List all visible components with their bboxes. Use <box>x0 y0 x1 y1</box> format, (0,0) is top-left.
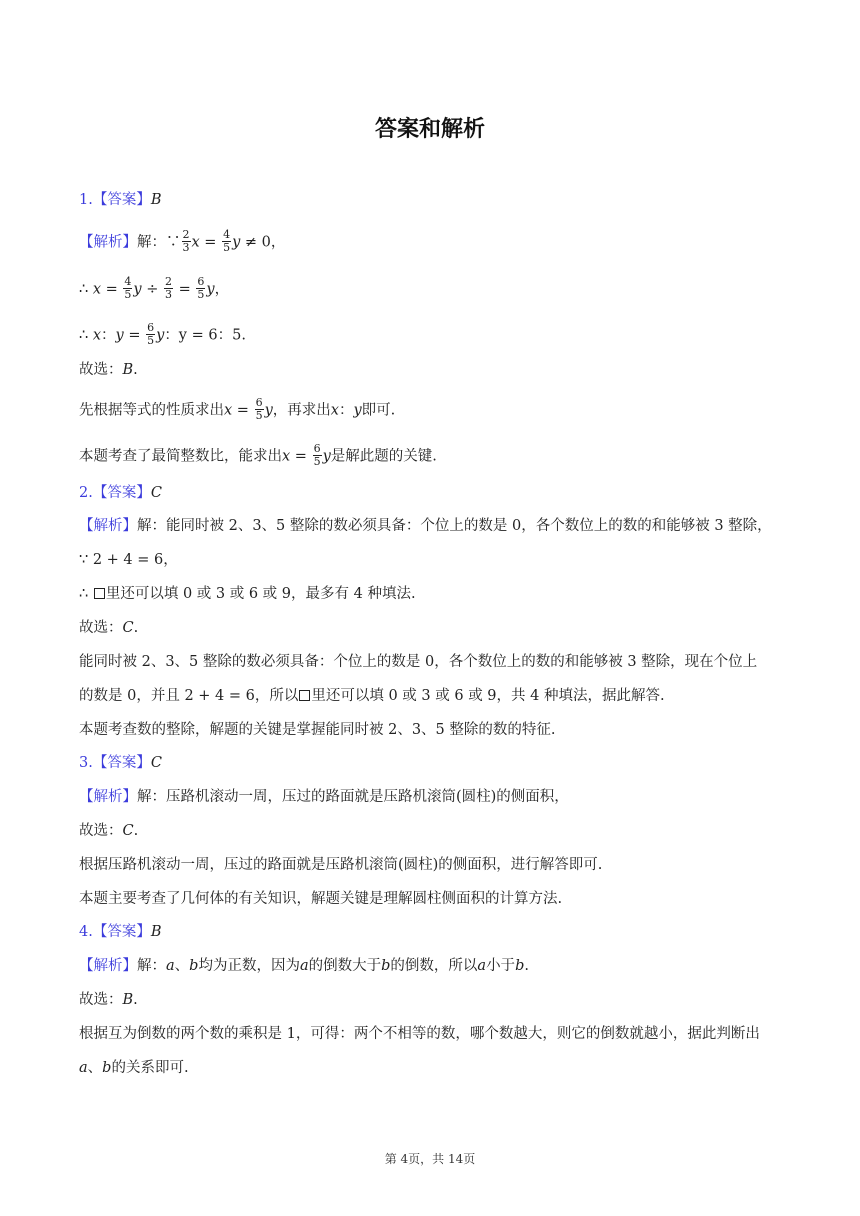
q1-answer-tag: 【答案】 <box>92 192 151 208</box>
period: . <box>133 620 139 636</box>
q1-choose-line <box>79 360 790 380</box>
div-sign: ÷ <box>141 281 163 298</box>
var-b: b <box>189 958 199 974</box>
q4-answer: B <box>150 924 162 940</box>
frac-num: 4 <box>124 275 132 288</box>
choose-label: 故选： <box>79 992 123 1008</box>
var-y: y <box>133 281 142 298</box>
text: 小于 <box>486 958 516 974</box>
q1-jx-prefix: 解： <box>137 234 166 251</box>
var-y: y <box>232 234 241 251</box>
var-x: x <box>92 281 102 298</box>
text: 里还可以填 0 或 3 或 6 或 9，共 4 种填法，据此解答. <box>311 688 665 704</box>
q2-number: 2. <box>79 485 93 501</box>
var-y: y <box>156 327 165 344</box>
q1-analysis-line3 <box>79 323 790 348</box>
frac-num: 6 <box>313 442 321 455</box>
page-footer: 第 4页，共 14页 <box>384 1152 476 1166</box>
q2-method-line2 <box>79 686 790 706</box>
q4-analysis-tag: 【解析】 <box>79 958 137 974</box>
q3-analysis-tag: 【解析】 <box>79 789 137 805</box>
var-a: a <box>477 958 487 974</box>
frac-den: 5 <box>313 455 321 468</box>
var-x: x <box>224 402 233 419</box>
text: 的关系即可. <box>111 1060 189 1076</box>
text: 本题考查了最简整数比，能求出 <box>79 448 282 465</box>
page-title: 答案和解析 <box>374 117 485 142</box>
q3-number: 3. <box>79 755 93 771</box>
frac-num: 2 <box>164 275 172 288</box>
period: . <box>133 362 138 378</box>
q4-method-line2 <box>79 1058 790 1078</box>
q1-summary-line <box>79 444 790 469</box>
frac-den: 5 <box>223 241 231 254</box>
text: 解：压路机滚动一周，压过的路面就是压路机滚筒(圆柱)的侧面积， <box>137 789 569 805</box>
frac-den: 3 <box>182 241 190 254</box>
q1-analysis-tag: 【解析】 <box>79 234 137 251</box>
fraction-2-3 <box>164 276 173 301</box>
blank-box-icon <box>299 690 310 701</box>
fraction-6-5 <box>313 443 322 468</box>
q2-choose-line <box>79 618 790 638</box>
period: . <box>133 992 138 1008</box>
fraction-6-5 <box>255 397 264 422</box>
text: 的倒数大于 <box>308 958 382 974</box>
ratio-result: ：y = 6：5. <box>164 327 246 344</box>
eq-sign: = <box>232 402 254 419</box>
var-b: b <box>381 958 391 974</box>
q2-answer: C <box>150 485 162 501</box>
q3-answer-line <box>79 753 790 773</box>
q3-answer: C <box>150 755 162 771</box>
choose-label: 故选： <box>79 362 123 378</box>
comma: ， <box>214 281 230 298</box>
var-y: y <box>322 448 331 465</box>
text: 、 <box>174 958 190 974</box>
frac-den: 5 <box>255 409 263 422</box>
text: 解：能同时被 2、3、5 整除的数必须具备：个位上的数是 0，各个数位上的数的和能够被 3 整除， <box>137 518 772 534</box>
frac-den: 5 <box>147 334 155 347</box>
q3-choose-line <box>79 821 790 841</box>
blank-box-icon <box>94 588 105 599</box>
q1-analysis-line1 <box>79 230 790 255</box>
q4-answer-line <box>79 922 790 942</box>
text: 解： <box>137 958 166 974</box>
eq-sign: = <box>123 327 146 344</box>
text: 的倒数，所以 <box>390 958 478 974</box>
therefore-symbol: ∴ <box>79 327 89 344</box>
var-b: b <box>102 1060 112 1076</box>
q2-analysis-tag: 【解析】 <box>79 518 137 534</box>
choose-value: B <box>122 992 134 1008</box>
q4-analysis-line1 <box>79 956 790 976</box>
var-y: y <box>115 327 124 344</box>
choose-label: 故选： <box>79 620 123 636</box>
var-x: x <box>92 327 102 344</box>
var-a: a <box>166 958 175 974</box>
because-symbol: ∵ <box>166 234 181 251</box>
fraction-6-5 <box>146 322 155 347</box>
fraction-6-5 <box>196 276 205 301</box>
q2-summary-line: 本题考查数的整除，解题的关键是掌握能同时被 2、3、5 整除的数的特征. <box>79 722 556 738</box>
text: ，再求出 <box>272 402 331 419</box>
therefore-symbol: ∴ <box>79 281 89 298</box>
eq-sign: = <box>290 448 312 465</box>
text: 即可. <box>361 402 396 419</box>
frac-num: 2 <box>182 228 190 241</box>
period: . <box>133 823 139 839</box>
eq-sign: = <box>173 281 196 298</box>
frac-num: 6 <box>255 396 263 409</box>
text: 里还可以填 0 或 3 或 6 或 9，最多有 4 种填法. <box>105 586 416 602</box>
q2-analysis-line3 <box>79 584 790 604</box>
text: 均为正数，因为 <box>198 958 300 974</box>
choose-value: C <box>122 620 134 636</box>
var-x: x <box>330 402 339 419</box>
q2-answer-tag: 【答案】 <box>92 485 151 501</box>
q4-choose-line <box>79 990 790 1010</box>
var-x: x <box>191 234 200 251</box>
choose-value: C <box>122 823 134 839</box>
q1-analysis-line2 <box>79 277 790 302</box>
text: 是解此题的关键. <box>330 448 437 465</box>
q4-method-line1: 根据互为倒数的两个数的乘积是 1，可得：两个不相等的数，哪个数越大，则它的倒数就越小，据此判断出 <box>79 1026 760 1042</box>
q2-answer-line <box>79 483 790 503</box>
var-b: b <box>515 958 525 974</box>
frac-num: 6 <box>197 275 205 288</box>
q1-method-line <box>79 398 790 423</box>
q1-answer-line <box>79 190 790 210</box>
eq-sign: = <box>199 234 222 251</box>
choose-value: B <box>122 362 134 378</box>
q4-number: 4. <box>79 924 93 940</box>
period: . <box>524 958 529 974</box>
frac-num: 6 <box>147 321 155 334</box>
q4-answer-tag: 【答案】 <box>92 924 151 940</box>
text: 的数是 0，并且 2 + 4 = 6，所以 <box>79 688 299 704</box>
var-y: y <box>353 402 362 419</box>
text: 先根据等式的性质求出 <box>79 402 224 419</box>
eq-sign: = <box>101 281 123 298</box>
q2-method-line1: 能同时被 2、3、5 整除的数必须具备：个位上的数是 0，各个数位上的数的和能够被 3 整除，现在个位上 <box>79 654 758 670</box>
neq-zero: ≠ 0， <box>240 234 286 251</box>
colon: ： <box>101 327 116 344</box>
q3-analysis-line1 <box>79 787 790 807</box>
q3-answer-tag: 【答案】 <box>92 755 151 771</box>
frac-den: 3 <box>164 288 172 301</box>
var-a: a <box>79 1060 88 1076</box>
var-a: a <box>299 958 309 974</box>
choose-label: 故选： <box>79 823 123 839</box>
frac-den: 5 <box>197 288 205 301</box>
q1-answer: B <box>150 192 162 208</box>
q2-analysis-line1 <box>79 516 790 536</box>
var-x: x <box>282 448 291 465</box>
fraction-4-5 <box>222 229 231 254</box>
text: 、 <box>87 1060 103 1076</box>
q2-analysis-line2: ∵ 2 + 4 = 6， <box>79 552 178 568</box>
fraction-4-5 <box>123 276 132 301</box>
frac-num: 4 <box>223 228 231 241</box>
colon: ： <box>338 402 354 419</box>
q1-number: 1. <box>79 192 93 208</box>
q3-method-line: 根据压路机滚动一周，压过的路面就是压路机滚筒(圆柱)的侧面积，进行解答即可. <box>79 857 603 873</box>
frac-den: 5 <box>124 288 132 301</box>
var-y: y <box>264 402 273 419</box>
therefore-symbol: ∴ <box>79 586 93 602</box>
fraction-2-3 <box>182 229 191 254</box>
q3-summary-line: 本题主要考查了几何体的有关知识，解题关键是理解圆柱侧面积的计算方法. <box>79 891 563 907</box>
var-y: y <box>206 281 215 298</box>
